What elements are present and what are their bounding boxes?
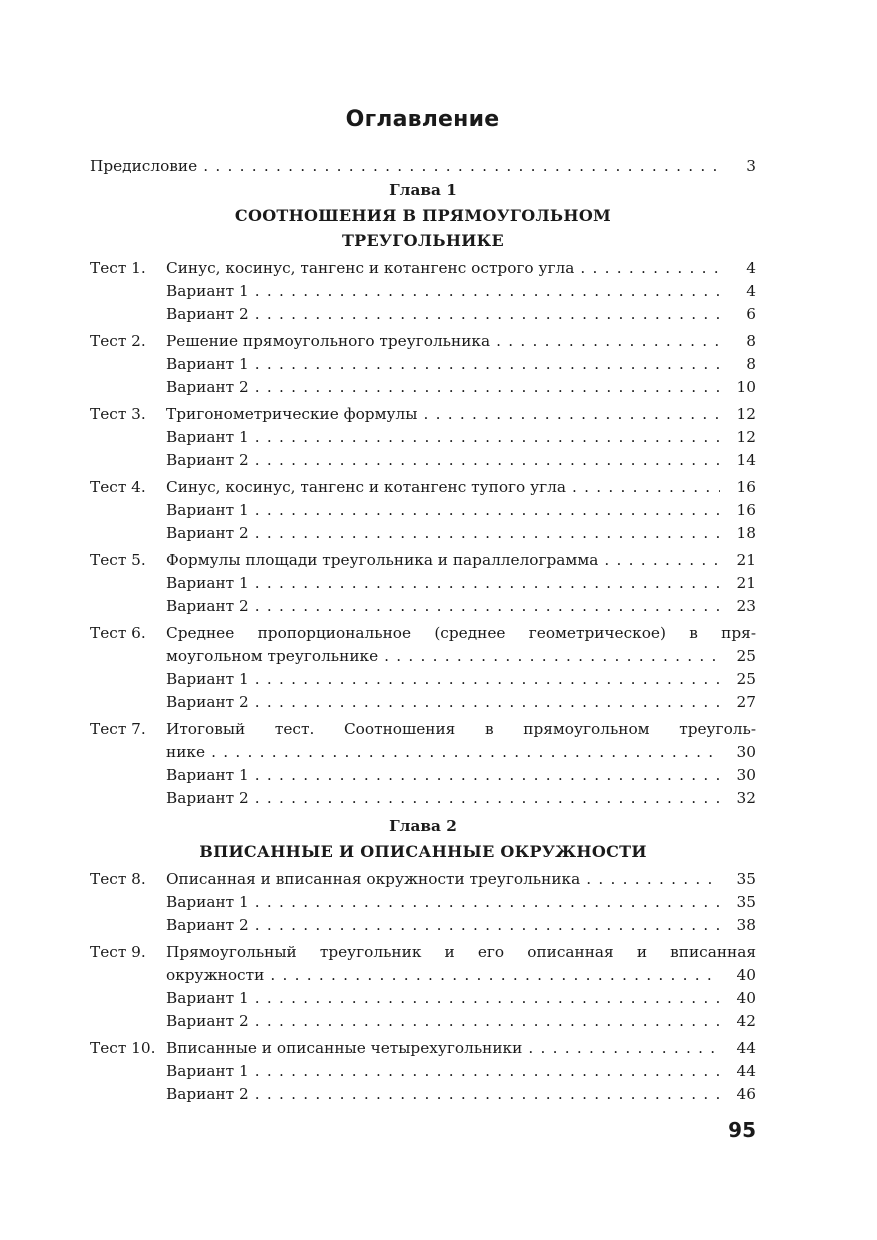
test-title: Синус, косинус, тангенс и котангенс тупого угла . . . [166,476,720,499]
toc-entry-page: 18 [736,524,756,542]
test-number: Тест 8. [90,870,146,888]
test-title: Вписанные и описанные четырехугольники . . . [166,1037,720,1060]
toc-entry-variant[interactable] [90,449,756,472]
toc-entry-page: 21 [736,574,756,592]
test-number: Тест 1. [90,259,146,277]
variant-label: Вариант 1 . . . [166,987,720,1010]
spacer [90,1106,756,1110]
variant-label: Вариант 2 . . . [166,787,720,810]
toc-entry-test[interactable] [90,645,756,668]
toc-entry-page: 12 [736,428,756,446]
toc-entry-variant[interactable] [90,668,756,691]
toc-entry-variant[interactable] [90,499,756,522]
variant-label: Вариант 1 . . . [166,353,720,376]
test-title: Среднее пропорциональное (среднее геометрическое) в пря- [166,624,756,642]
toc-entry-page: 30 [736,743,756,761]
page-title: Оглавление [345,107,500,132]
variant-label: Вариант 2 . . . [166,449,720,472]
toc-entry-page: 38 [736,916,756,934]
toc-entry-test[interactable] [90,1037,756,1060]
test-number: Тест 5. [90,551,146,569]
toc-entry-page: 25 [736,647,756,665]
toc-entry-variant[interactable] [90,787,756,810]
variant-label: Вариант 1 . . . [166,280,720,303]
variant-label: Вариант 1 . . . [166,572,720,595]
variant-label: Вариант 2 . . . [166,691,720,714]
table-of-contents [90,155,756,1110]
toc-entry-variant[interactable] [90,426,756,449]
toc-entry-page: 6 [746,305,756,323]
toc-entry-variant[interactable] [90,1010,756,1033]
variant-label: Вариант 2 . . . [166,595,720,618]
variant-label: Вариант 1 . . . [166,426,720,449]
toc-entry-variant[interactable] [90,522,756,545]
toc-entry-page: 44 [736,1062,756,1080]
toc-entry-page: 8 [746,355,756,373]
test-number: Тест 3. [90,405,146,423]
toc-entry-test[interactable] [90,964,756,987]
toc-entry-page: 12 [736,405,756,423]
chapter-title: ТРЕУГОЛЬНИКЕ [341,231,505,250]
chapter-heading [90,814,756,864]
toc-entry-variant[interactable] [90,1083,756,1106]
variant-label: Вариант 2 . . . [166,303,720,326]
test-title: Формулы площади треугольника и параллелограмма . . . [166,549,720,572]
toc-entry-test[interactable] [90,622,756,645]
toc-entry-variant[interactable] [90,376,756,399]
toc-entry-variant[interactable] [90,353,756,376]
toc-entry-test[interactable] [90,718,756,741]
toc-entry-page: 42 [736,1012,756,1030]
toc-entry-page: 21 [736,551,756,569]
test-title: Решение прямоугольного треугольника . . . [166,330,720,353]
toc-entry-page: 35 [736,893,756,911]
test-title: Прямоугольный треугольник и его описанная и вписанная [166,943,756,961]
toc-entry-test[interactable] [90,257,756,280]
variant-label: Вариант 1 . . . [166,1060,720,1083]
toc-entry-variant[interactable] [90,572,756,595]
toc-entry-variant[interactable] [90,914,756,937]
toc-entry-page: 8 [746,332,756,350]
toc-entry-page: 23 [736,597,756,615]
test-title: Синус, косинус, тангенс и котангенс острого угла . . . [166,257,720,280]
toc-entry-page: 35 [736,870,756,888]
toc-entry-page: 25 [736,670,756,688]
toc-entry-page: 44 [736,1039,756,1057]
chapter-title: СООТНОШЕНИЯ В ПРЯМОУГОЛЬНОМ [234,206,612,225]
toc-entry-page: 10 [736,378,756,396]
toc-entry-page: 16 [736,501,756,519]
test-title: Итоговый тест. Соотношения в прямоугольном треуголь- [166,720,756,738]
toc-entry-page: 30 [736,766,756,784]
toc-entry-test[interactable] [90,330,756,353]
toc-entry-variant[interactable] [90,280,756,303]
variant-label: Вариант 2 . . . [166,914,720,937]
toc-entry-test[interactable] [90,403,756,426]
variant-label: Вариант 2 . . . [166,1083,720,1106]
variant-label: Вариант 2 . . . [166,522,720,545]
toc-entry-page: 3 [746,157,756,175]
chapter-number: Глава 2 [389,817,457,835]
chapter-heading [90,178,756,253]
test-number: Тест 9. [90,943,146,961]
toc-entry-test[interactable] [90,868,756,891]
toc-entry-test[interactable] [90,741,756,764]
toc-entry-variant[interactable] [90,303,756,326]
toc-entry-page: 14 [736,451,756,469]
test-title: нике . . . [166,741,720,764]
toc-entry-page: 40 [736,966,756,984]
test-title: Описанная и вписанная окружности треугольника . . . [166,868,720,891]
test-number: Тест 7. [90,720,146,738]
test-number: Тест 6. [90,624,146,642]
toc-entry-page: 4 [746,259,756,277]
test-number: Тест 10. [90,1039,156,1057]
toc-entry-page: 32 [736,789,756,807]
test-number: Тест 4. [90,478,146,496]
variant-label: Вариант 1 . . . [166,891,720,914]
toc-entry-page: 40 [736,989,756,1007]
toc-entry-page: 4 [746,282,756,300]
toc-entry-page: 27 [736,693,756,711]
page-number: 95 [728,1118,756,1142]
toc-entry-label: Предисловие . . . [90,155,720,178]
test-number: Тест 2. [90,332,146,350]
chapter-title: ВПИСАННЫЕ И ОПИСАННЫЕ ОКРУЖНОСТИ [199,842,647,861]
toc-entry-variant[interactable] [90,987,756,1010]
toc-entry-test[interactable] [90,476,756,499]
variant-label: Вариант 2 . . . [166,1010,720,1033]
test-title: моугольном треугольнике . . . [166,645,720,668]
toc-entry-variant[interactable] [90,595,756,618]
variant-label: Вариант 1 . . . [166,764,720,787]
toc-entry-test[interactable] [90,941,756,964]
test-title: Тригонометрические формулы . . . [166,403,720,426]
variant-label: Вариант 1 . . . [166,668,720,691]
toc-entry-variant[interactable] [90,691,756,714]
toc-entry-page: 46 [736,1085,756,1103]
toc-entry-variant[interactable] [90,891,756,914]
variant-label: Вариант 1 . . . [166,499,720,522]
variant-label: Вариант 2 . . . [166,376,720,399]
toc-entry-variant[interactable] [90,764,756,787]
toc-entry-preface[interactable] [90,155,756,178]
toc-entry-variant[interactable] [90,1060,756,1083]
test-title: окружности . . . [166,964,720,987]
chapter-number: Глава 1 [389,181,457,199]
toc-entry-page: 16 [736,478,756,496]
toc-entry-test[interactable] [90,549,756,572]
